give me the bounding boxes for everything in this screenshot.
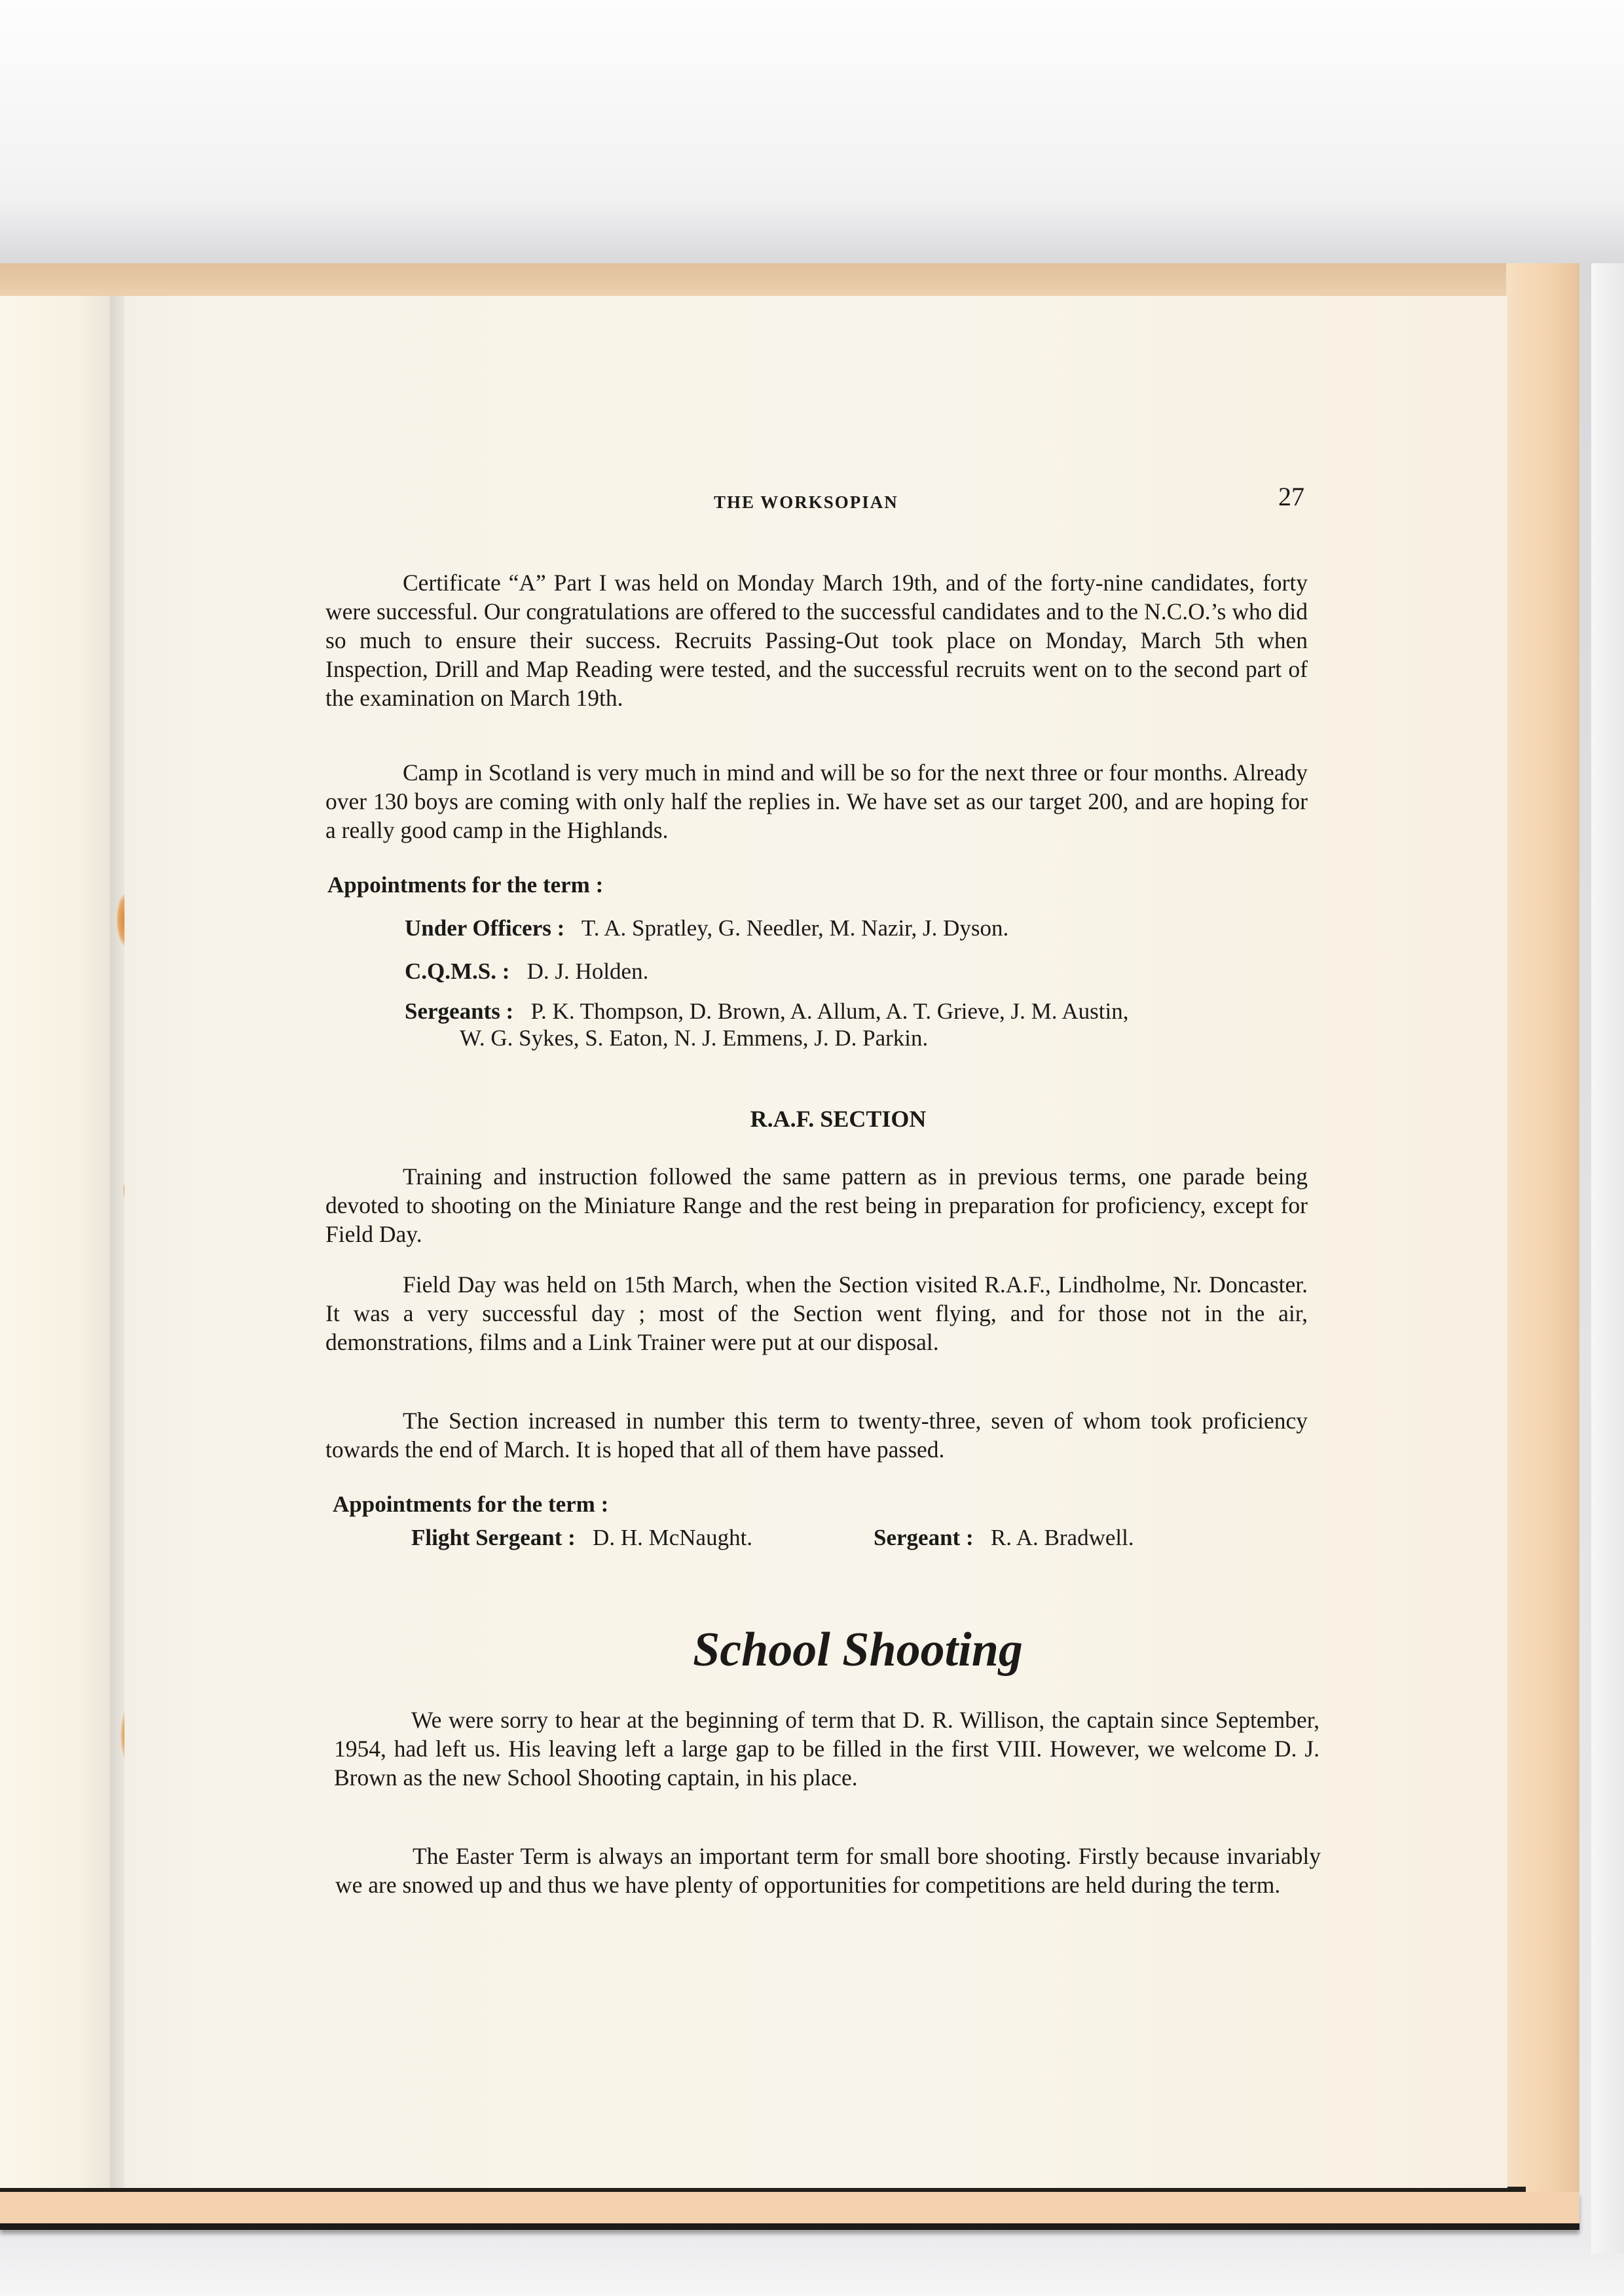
shooting-paragraph: [335, 1842, 1321, 1899]
appointments-heading: Appointments for the term :: [327, 872, 604, 898]
paragraph-text: Training and instruction followed the same pattern as in previous terms, one parade being devoted to shooting on the Miniature Range and the rest being in preparation for proficiency, except for Field Day.: [325, 1163, 1308, 1247]
ccf-paragraph: [325, 568, 1308, 712]
cover-right-edge: [1506, 263, 1579, 2227]
appointment-role: C.Q.M.S. :: [405, 958, 510, 984]
appointment-role: Sergeant :: [874, 1525, 974, 1550]
paragraph-text: Certificate “A” Part I was held on Monday March 19th, and of the forty-nine candidates, forty were successful. Our congratulations are offered to the successful candidates and to the N.C.O.’s who did so much to ensure their success. Recruits Passing-Out took place on Monday, March 5th when Inspection, Drill and Map Reading were tested, and the successful recruits went on to the second part of the examination on March 19th.: [325, 570, 1308, 711]
page-number: 27: [1278, 482, 1304, 511]
appointment-names: P. K. Thompson, D. Brown, A. Allum, A. T. Grieve, J. M. Austin,: [530, 998, 1129, 1024]
appointment-row: [411, 1523, 752, 1552]
paragraph-text: We were sorry to hear at the beginning of term that D. R. Willison, the captain since September, 1954, had left us. His leaving left a large gap to be filled in the first VIII. However, we welcome D. J. Brown as the new School Shooting captain, in his place.: [334, 1707, 1320, 1791]
appointment-names: D. H. McNaught.: [593, 1525, 753, 1550]
appointment-row: [405, 914, 1008, 943]
cover-top-edge: [0, 263, 1579, 296]
appointment-role: Sergeants :: [405, 998, 514, 1024]
raf-paragraph: [325, 1406, 1308, 1464]
left-page: [0, 296, 113, 2188]
appointments-heading: Appointments for the term :: [333, 1491, 609, 1517]
raf-paragraph: [325, 1162, 1308, 1248]
book-gutter: [110, 296, 126, 2188]
ccf-paragraph: [325, 758, 1308, 845]
raf-paragraph: [325, 1270, 1308, 1357]
appointment-names: D. J. Holden.: [526, 958, 649, 984]
paragraph-text: The Easter Term is always an important term for small bore shooting. Firstly because invariably we are snowed up and thus we have plenty of opportunities for competitions are held during the term.: [335, 1843, 1321, 1898]
shooting-paragraph: [334, 1705, 1320, 1792]
appointment-names: R. A. Bradwell.: [990, 1525, 1134, 1550]
raf-section-heading: R.A.F. SECTION: [750, 1106, 927, 1132]
appointment-names: T. A. Spratley, G. Needler, M. Nazir, J. Dyson.: [581, 915, 1009, 941]
appointment-role: Under Officers :: [405, 915, 565, 941]
appointment-row: [874, 1523, 1134, 1552]
appointment-names-continued: W. G. Sykes, S. Eaton, N. J. Emmens, J. D. Parkin.: [460, 1025, 929, 1051]
paragraph-text: Field Day was held on 15th March, when the Section visited R.A.F., Lindholme, Nr. Doncaster. It was a very successful day ; most of the Section went flying, and for those not in the air, demonstrations, films and a Link Trainer were put at our disposal.: [325, 1271, 1308, 1355]
appointment-row: [405, 997, 1128, 1026]
paragraph-text: The Section increased in number this term to twenty-three, seven of whom took proficiency towards the end of March. It is hoped that all of them have passed.: [325, 1408, 1308, 1463]
appointment-role: Flight Sergeant :: [411, 1525, 576, 1550]
scanner-edge: [1591, 263, 1624, 2253]
appointment-row: [405, 957, 648, 986]
cover-bottom-edge: [0, 2192, 1579, 2230]
running-header: THE WORKSOPIAN: [714, 492, 898, 512]
paragraph-text: Camp in Scotland is very much in mind and will be so for the next three or four months. Already over 130 boys are coming with only half the replies in. We have set as our target 200, and are hoping for a really good camp in the Highlands.: [325, 759, 1308, 843]
school-shooting-heading: School Shooting: [693, 1623, 1023, 1677]
